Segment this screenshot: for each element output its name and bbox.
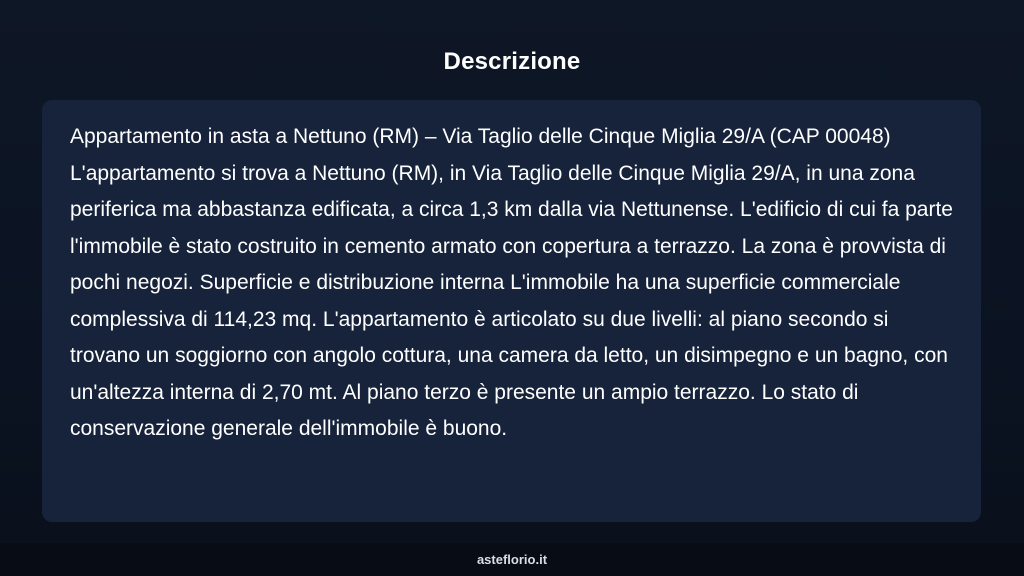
footer-bar (0, 543, 1024, 576)
description-text: Appartamento in asta a Nettuno (RM) – Via Taglio delle Cinque Miglia 29/A (CAP 00048) L'appartamento si trova a Nettuno (RM), in Via Taglio delle Cinque Miglia 29/A, in una zona periferica ma abbastanza edificata, a circa 1,3 km dalla via Nettunense. L'edificio di cui fa parte l'immobile è stato costruito in cemento armato con copertura a terrazzo. La zona è provvista di pochi negozi. Superficie e distribuzione interna L'immobile ha una superficie commerciale complessiva di 114,23 mq. L'appartamento è articolato su due livelli: al piano secondo si trovano un soggiorno con angolo cottura, una camera da letto, un disimpegno e un bagno, con un'altezza interna di 2,70 mt. Al piano terzo è presente un ampio terrazzo. Lo stato di conservazione generale dell'immobile è buono. (70, 125, 953, 440)
page-title: Descrizione (443, 48, 581, 75)
description-card (42, 100, 981, 522)
footer-site-label: asteflorio.it (476, 552, 548, 567)
